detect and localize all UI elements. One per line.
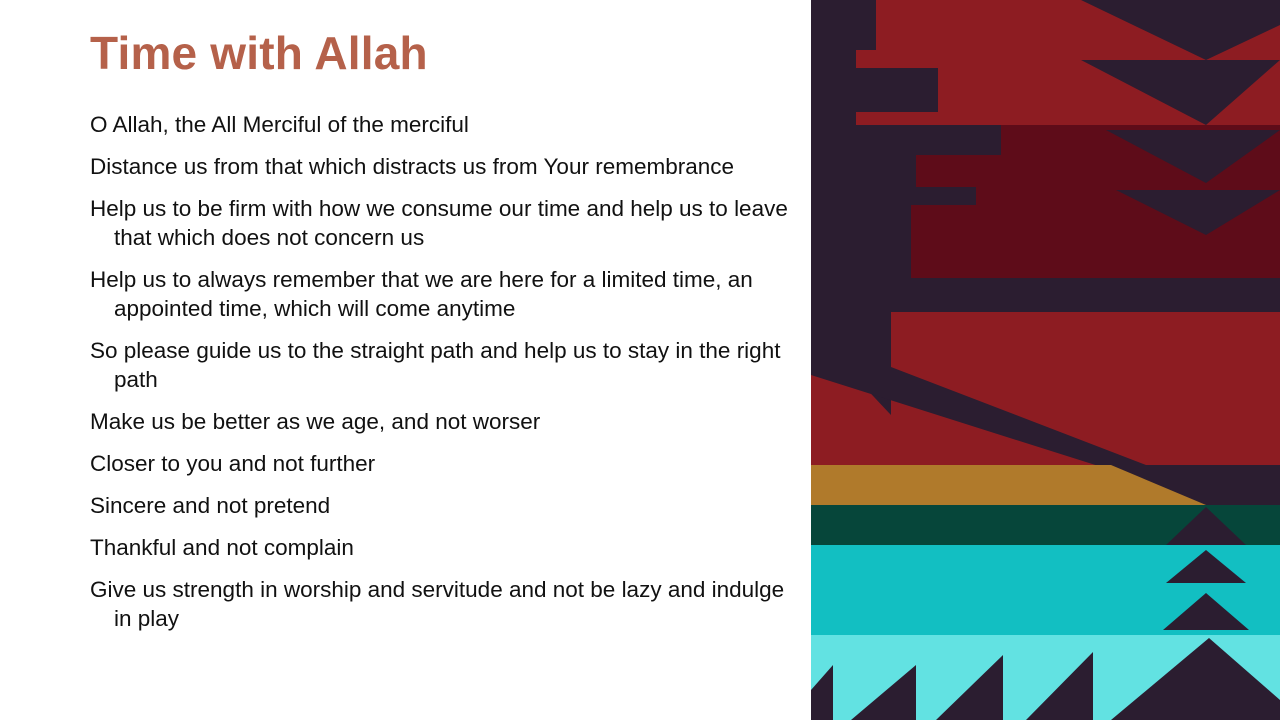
- bullet-item: Thankful and not complain: [90, 535, 354, 560]
- bullet-item: O Allah, the All Merciful of the merciful: [90, 112, 469, 137]
- bullet-item: Distance us from that which distracts us from Your remembrance: [90, 154, 735, 179]
- bullet-item: Give us strength in worship and servitude and not be lazy and indulge in play: [90, 577, 785, 631]
- slide-title: Time with Allah: [90, 27, 428, 79]
- geometric-pattern-art: [811, 0, 1280, 720]
- bullet-item: Make us be better as we age, and not worser: [90, 409, 541, 434]
- bullet-item: Help us to always remember that we are here for a limited time, an appointed time, which will come anytime: [90, 267, 753, 321]
- bullet-item: So please guide us to the straight path and help us to stay in the right path: [90, 338, 781, 392]
- bullet-item: Closer to you and not further: [90, 451, 376, 476]
- bullet-item: Sincere and not pretend: [90, 493, 331, 518]
- bullet-item: Help us to be firm with how we consume our time and help us to leave that which does not concern us: [90, 196, 788, 250]
- bullet-list: [90, 110, 790, 646]
